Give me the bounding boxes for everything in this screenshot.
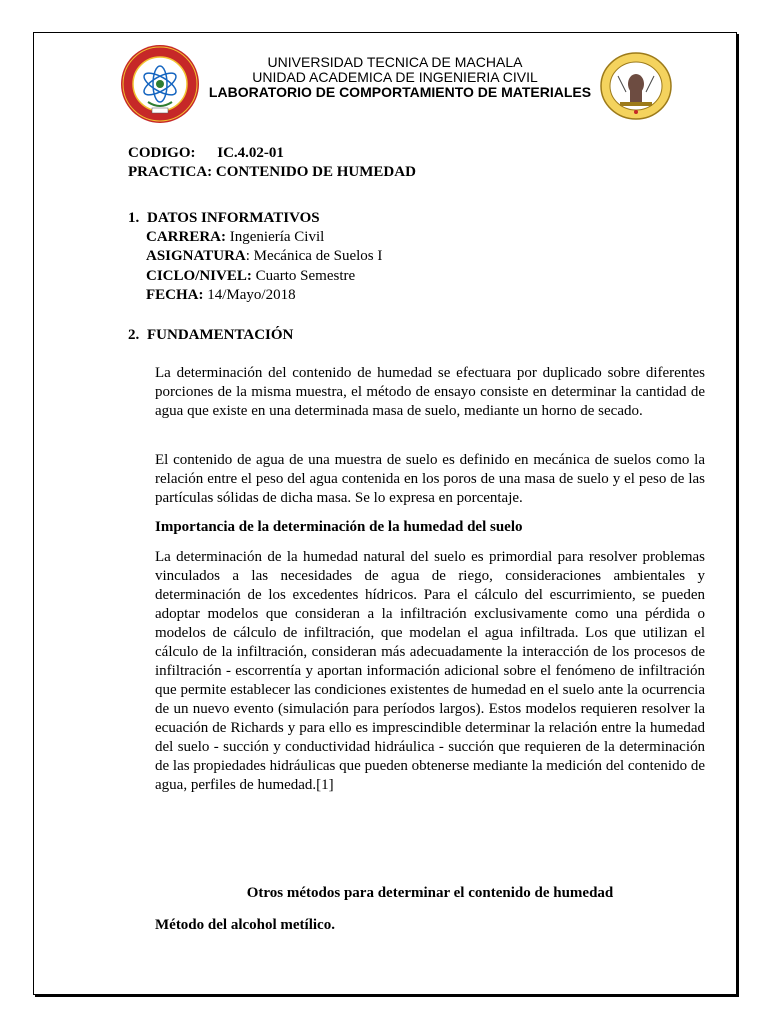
other-methods-heading: Otros métodos para determinar el contenido de humedad bbox=[246, 885, 614, 901]
university-name: UNIVERSIDAD TECNICA DE MACHALA bbox=[267, 54, 523, 70]
fecha-value: 14/Mayo/2018 bbox=[203, 287, 296, 303]
section-1-number: 1. bbox=[128, 210, 140, 226]
codigo-value: IC.4.02-01 bbox=[217, 145, 284, 161]
ciclo-label: CICLO/NIVEL: bbox=[146, 268, 252, 284]
paragraph-3: La determinación de la humedad natural del suelo es primordial para resolver problemas vinculados a las necesidades de agua de riego, consideraciones ambientales y determinación de los excedentes hídricos. Para el cálculo del escurrimiento, se pueden adoptar modelos que consideran a la infiltración exclusivamente como una pérdida o modelos de cálculo de infiltración, que modelan el agua infiltrada. Los que utilizan el cálculo de la infiltración, consideran más adecuadamente la interacción de los procesos de infiltración - escorrentía y aportan información adicional sobre el fenómeno de infiltración que permite establecer las condiciones existentes de humedad en el suelo ante la ocurrencia de un nuevo evento (simulación para períodos largos). Estos modelos requieren resolver la ecuación de Richards y para ello es imprescindible determinar la relación entre la humedad del suelo - succión y conductividad hidráulica - succión que requieren de la determinación de las propiedades hidráulicas que pueden obtenerse mediante la medición del contenido de agua, perfiles de humedad.[1] bbox=[155, 549, 705, 793]
fecha-label: FECHA: bbox=[146, 287, 204, 303]
laboratory-name: LABORATORIO DE COMPORTAMIENTO DE MATERIALES bbox=[208, 84, 592, 100]
university-seal-logo bbox=[120, 44, 200, 124]
asignatura-label: ASIGNATURA bbox=[146, 248, 246, 264]
fecha-row bbox=[146, 287, 296, 304]
importance-subheading: Importancia de la determinación de la humedad del suelo bbox=[155, 519, 523, 535]
academic-unit-name: UNIDAD ACADEMICA DE INGENIERIA CIVIL bbox=[252, 69, 538, 85]
carrera-row bbox=[146, 229, 324, 246]
codigo-label: CODIGO: bbox=[128, 145, 196, 161]
section-2-number: 2. bbox=[128, 327, 140, 343]
ciclo-row bbox=[146, 268, 355, 285]
section-1-heading bbox=[128, 210, 320, 227]
asignatura-row bbox=[146, 248, 382, 265]
asignatura-value: : Mecánica de Suelos I bbox=[245, 248, 383, 264]
carrera-label: CARRERA: bbox=[146, 229, 226, 245]
codigo-line bbox=[128, 145, 284, 162]
civil-engineering-seal-logo bbox=[600, 52, 672, 120]
practica-title: PRACTICA: CONTENIDO DE HUMEDAD bbox=[128, 164, 416, 180]
paragraph-2: El contenido de agua de una muestra de suelo es definido en mecánica de suelos como la relación entre el peso del agua contenida en los poros de una masa de suelo y el peso de las partículas sólidas de dicha masa. Se lo expresa en porcentaje. bbox=[155, 452, 705, 506]
ciclo-value: Cuarto Semestre bbox=[251, 268, 356, 284]
section-2-title: FUNDAMENTACIÓN bbox=[147, 327, 294, 343]
section-2-heading bbox=[128, 327, 293, 344]
section-1-title: DATOS INFORMATIVOS bbox=[147, 210, 320, 226]
methyl-alcohol-heading: Método del alcohol metílico. bbox=[155, 917, 335, 933]
paragraph-1: La determinación del contenido de humedad se efectuara por duplicado sobre diferentes porciones de la misma muestra, el método de ensayo consiste en determinar la cantidad de agua que existe en una determinada masa de suelo, mediante un horno de secado. bbox=[155, 365, 705, 419]
carrera-value: Ingeniería Civil bbox=[226, 229, 325, 245]
